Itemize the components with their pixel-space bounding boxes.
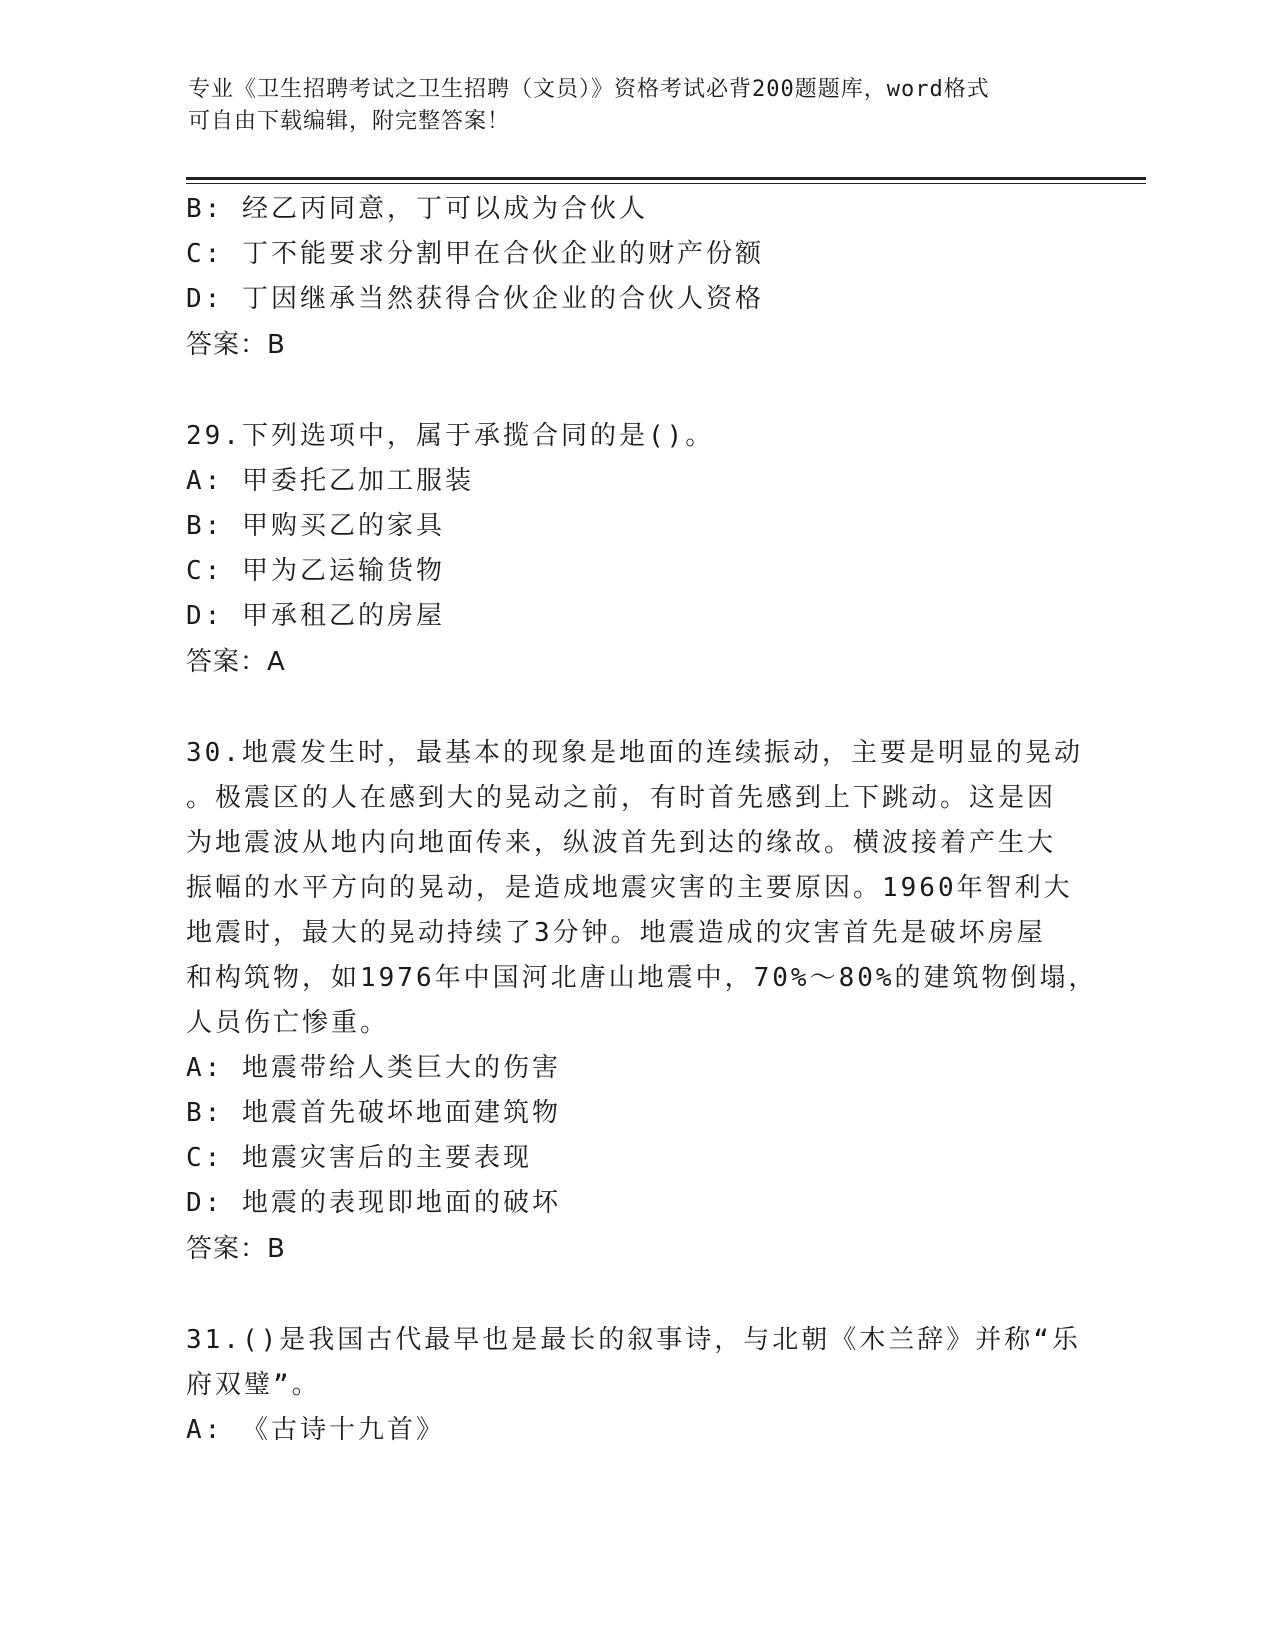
stem-line: 。极震区的人在感到大的晃动之前，有时首先感到上下跳动。这是因	[186, 783, 1057, 813]
stem-line: 府双璧”。	[186, 1370, 321, 1400]
option-b: B: 甲购买乙的家具	[186, 511, 445, 541]
question-list	[186, 187, 1098, 1453]
header-rule-thin	[186, 183, 1146, 184]
stem-line: 地震时，最大的晃动持续了3分钟。地震造成的灾害首先是破坏房屋	[186, 918, 1046, 948]
question-30	[186, 731, 1098, 1272]
answer: 答案：B	[186, 1234, 286, 1264]
option-a: A: 地震带给人类巨大的伤害	[186, 1053, 561, 1083]
option-c: C: 丁不能要求分割甲在合伙企业的财产份额	[186, 239, 764, 269]
spacer	[186, 685, 1066, 731]
stem-line: 31.()是我国古代最早也是最长的叙事诗，与北朝《木兰辞》并称“乐	[186, 1325, 1081, 1355]
option-d: D: 丁因继承当然获得合伙企业的合伙人资格	[186, 284, 764, 314]
header-rule-thick	[186, 177, 1146, 180]
spacer	[186, 368, 1066, 414]
header-line-1: 专业《卫生招聘考试之卫生招聘（文员）》资格考试必背200题题库，word格式	[188, 77, 990, 102]
spacer	[186, 1272, 1066, 1318]
stem-line: 30.地震发生时，最基本的现象是地面的连续振动，主要是明显的晃动	[186, 738, 1083, 768]
option-d: D: 甲承租乙的房屋	[186, 601, 445, 631]
question-stem	[186, 1318, 1081, 1408]
answer: 答案：A	[186, 647, 286, 677]
question-stem: 29.下列选项中，属于承揽合同的是()。	[186, 421, 715, 451]
question-29	[186, 414, 1066, 685]
option-a: A: 甲委托乙加工服装	[186, 466, 474, 496]
option-d: D: 地震的表现即地面的破坏	[186, 1188, 561, 1218]
option-c: C: 甲为乙运输货物	[186, 556, 445, 586]
stem-line: 人员伤亡惨重。	[186, 1008, 390, 1038]
option-b: B: 经乙丙同意，丁可以成为合伙人	[186, 194, 648, 224]
option-b: B: 地震首先破坏地面建筑物	[186, 1098, 561, 1128]
header-line-2: 可自由下载编辑，附完整答案！	[188, 109, 511, 134]
stem-line: 和构筑物，如1976年中国河北唐山地震中，70%～80%的建筑物倒塌，	[186, 963, 1098, 993]
option-c: C: 地震灾害后的主要表现	[186, 1143, 532, 1173]
answer: 答案：B	[186, 330, 286, 360]
question-28-tail	[186, 187, 1066, 368]
question-stem	[186, 731, 1098, 1046]
document-header	[188, 74, 1068, 138]
stem-line: 为地震波从地内向地面传来，纵波首先到达的缘故。横波接着产生大	[186, 828, 1057, 858]
option-a: A: 《古诗十九首》	[186, 1415, 445, 1445]
question-31	[186, 1318, 1081, 1453]
stem-line: 振幅的水平方向的晃动，是造成地震灾害的主要原因。1960年智利大	[186, 873, 1073, 903]
